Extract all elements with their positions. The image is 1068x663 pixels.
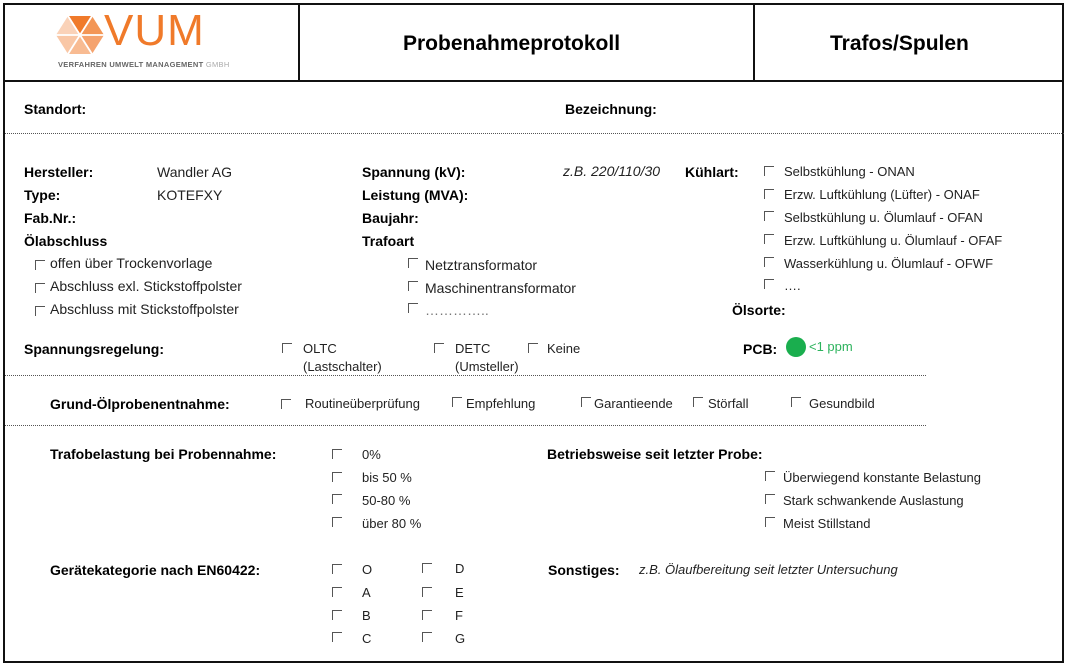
option-label: Maschinentransformator bbox=[425, 280, 576, 296]
logo-subtitle-main: VERFAHREN UMWELT MANAGEMENT bbox=[58, 60, 204, 69]
option-label: Netztransformator bbox=[425, 257, 538, 273]
oelsorte-label: Ölsorte: bbox=[732, 302, 786, 318]
checkbox-icon[interactable] bbox=[693, 397, 703, 407]
option-label: OLTC bbox=[303, 341, 337, 356]
logo-wordmark: VUM bbox=[104, 6, 205, 55]
sonstiges-label: Sonstiges: bbox=[548, 562, 620, 578]
grund-label: Grund-Ölprobenentnahme: bbox=[50, 396, 230, 412]
checkbox-icon[interactable] bbox=[35, 260, 45, 270]
checkbox-icon[interactable] bbox=[332, 449, 342, 459]
option-label: Garantieende bbox=[594, 396, 673, 411]
checkbox-icon[interactable] bbox=[332, 472, 342, 482]
checkbox-icon[interactable] bbox=[764, 279, 774, 289]
checkbox-icon[interactable] bbox=[528, 343, 538, 353]
hersteller-value[interactable]: Wandler AG bbox=[157, 164, 232, 180]
option-sublabel: (Umsteller) bbox=[455, 359, 519, 374]
belastung-label: Trafobelastung bei Probennahme: bbox=[50, 446, 277, 462]
header-divider bbox=[3, 80, 1064, 82]
hexagon-logo-icon bbox=[55, 15, 105, 55]
option-label: Erzw. Luftkühlung (Lüfter) - ONAF bbox=[784, 187, 980, 202]
option-label: 50-80 % bbox=[362, 493, 411, 508]
checkbox-icon[interactable] bbox=[422, 610, 432, 620]
checkbox-icon[interactable] bbox=[332, 610, 342, 620]
checkbox-icon[interactable] bbox=[764, 166, 774, 176]
option-label: D bbox=[455, 561, 465, 576]
checkbox-icon[interactable] bbox=[765, 517, 775, 527]
option-label: offen über Trockenvorlage bbox=[50, 255, 213, 271]
section-divider bbox=[5, 375, 926, 376]
spannungsregelung-label: Spannungsregelung: bbox=[24, 341, 164, 357]
checkbox-icon[interactable] bbox=[332, 587, 342, 597]
bezeichnung-field[interactable] bbox=[672, 101, 1052, 119]
option-label: Selbstkühlung - ONAN bbox=[784, 164, 915, 179]
logo-subtitle-suffix: GMBH bbox=[205, 60, 230, 69]
option-label: Überwiegend konstante Belastung bbox=[783, 470, 982, 485]
header-divider-logo bbox=[298, 3, 300, 82]
header-divider-title bbox=[753, 3, 755, 82]
option-label: Störfall bbox=[708, 396, 749, 411]
checkbox-icon[interactable] bbox=[332, 517, 342, 527]
category-title: Trafos/Spulen bbox=[830, 32, 969, 55]
option-label: Keine bbox=[547, 341, 581, 356]
geraetekategorie-label: Gerätekategorie nach EN60422: bbox=[50, 562, 261, 578]
kuehlart-label: Kühlart: bbox=[685, 164, 739, 180]
option-label: Gesundbild bbox=[809, 396, 875, 411]
checkbox-icon[interactable] bbox=[422, 563, 432, 573]
fabnr-value[interactable] bbox=[157, 210, 337, 226]
standort-label: Standort: bbox=[24, 101, 87, 117]
checkbox-icon[interactable] bbox=[422, 587, 432, 597]
checkbox-icon[interactable] bbox=[422, 632, 432, 642]
option-label: ………….. bbox=[425, 302, 489, 318]
page-title: Probenahmeprotokoll bbox=[403, 32, 621, 55]
type-value[interactable]: KOTEFXY bbox=[157, 187, 223, 203]
pcb-status-indicator-icon bbox=[786, 337, 806, 357]
logo-subtitle bbox=[58, 60, 230, 69]
checkbox-icon[interactable] bbox=[332, 564, 342, 574]
checkbox-icon[interactable] bbox=[332, 494, 342, 504]
baujahr-label: Baujahr: bbox=[362, 210, 419, 226]
option-label: Wasserkühlung u. Ölumlauf - OFWF bbox=[784, 256, 994, 271]
option-label: Abschluss mit Stickstoffpolster bbox=[50, 301, 239, 317]
checkbox-icon[interactable] bbox=[35, 283, 45, 293]
spannung-label: Spannung (kV): bbox=[362, 164, 466, 180]
betriebsweise-label: Betriebsweise seit letzter Probe: bbox=[547, 446, 763, 462]
hersteller-label: Hersteller: bbox=[24, 164, 94, 180]
checkbox-icon[interactable] bbox=[434, 343, 444, 353]
section-divider bbox=[5, 133, 1064, 134]
option-label: über 80 % bbox=[362, 516, 422, 531]
option-label: Abschluss exl. Stickstoffpolster bbox=[50, 278, 242, 294]
checkbox-icon[interactable] bbox=[408, 258, 418, 268]
standort-field[interactable] bbox=[110, 101, 530, 119]
checkbox-icon[interactable] bbox=[408, 281, 418, 291]
option-label: DETC bbox=[455, 341, 491, 356]
option-label: Empfehlung bbox=[466, 396, 536, 411]
option-label: O bbox=[362, 562, 373, 577]
option-label: 0% bbox=[362, 447, 381, 462]
pcb-value: <1 ppm bbox=[809, 339, 853, 354]
leistung-label: Leistung (MVA): bbox=[362, 187, 469, 203]
checkbox-icon[interactable] bbox=[764, 189, 774, 199]
checkbox-icon[interactable] bbox=[765, 494, 775, 504]
option-label: bis 50 % bbox=[362, 470, 412, 485]
option-label: Selbstkühlung u. Ölumlauf - OFAN bbox=[784, 210, 983, 225]
option-label: …. bbox=[784, 278, 801, 293]
option-label: A bbox=[362, 585, 371, 600]
option-label: Routineüberprüfung bbox=[305, 396, 420, 411]
checkbox-icon[interactable] bbox=[35, 306, 45, 316]
checkbox-icon[interactable] bbox=[408, 303, 418, 313]
checkbox-icon[interactable] bbox=[332, 632, 342, 642]
option-label: Meist Stillstand bbox=[783, 516, 871, 531]
option-label: B bbox=[362, 608, 371, 623]
section-divider bbox=[5, 425, 926, 426]
option-label: Stark schwankende Auslastung bbox=[783, 493, 964, 508]
pcb-label: PCB: bbox=[743, 341, 778, 357]
option-label: C bbox=[362, 631, 372, 646]
sonstiges-field[interactable]: z.B. Ölaufbereitung seit letzter Untersuchung bbox=[639, 562, 898, 577]
option-label: F bbox=[455, 608, 463, 623]
checkbox-icon[interactable] bbox=[281, 399, 291, 409]
checkbox-icon[interactable] bbox=[282, 343, 292, 353]
checkbox-icon[interactable] bbox=[452, 397, 462, 407]
checkbox-icon[interactable] bbox=[764, 257, 774, 267]
bezeichnung-label: Bezeichnung: bbox=[565, 101, 657, 117]
checkbox-icon[interactable] bbox=[581, 397, 591, 407]
option-sublabel: (Lastschalter) bbox=[303, 359, 382, 374]
option-label: G bbox=[455, 631, 466, 646]
checkbox-icon[interactable] bbox=[791, 397, 801, 407]
oelabschluss-label: Ölabschluss bbox=[24, 233, 108, 249]
type-label: Type: bbox=[24, 187, 61, 203]
fabnr-label: Fab.Nr.: bbox=[24, 210, 77, 226]
spannung-hint[interactable]: z.B. 220/110/30 bbox=[563, 163, 661, 179]
trafoart-label: Trafoart bbox=[362, 233, 415, 249]
option-label: E bbox=[455, 585, 464, 600]
checkbox-icon[interactable] bbox=[764, 234, 774, 244]
checkbox-icon[interactable] bbox=[765, 471, 775, 481]
option-label: Erzw. Luftkühlung u. Ölumlauf - OFAF bbox=[784, 233, 1003, 248]
checkbox-icon[interactable] bbox=[764, 211, 774, 221]
